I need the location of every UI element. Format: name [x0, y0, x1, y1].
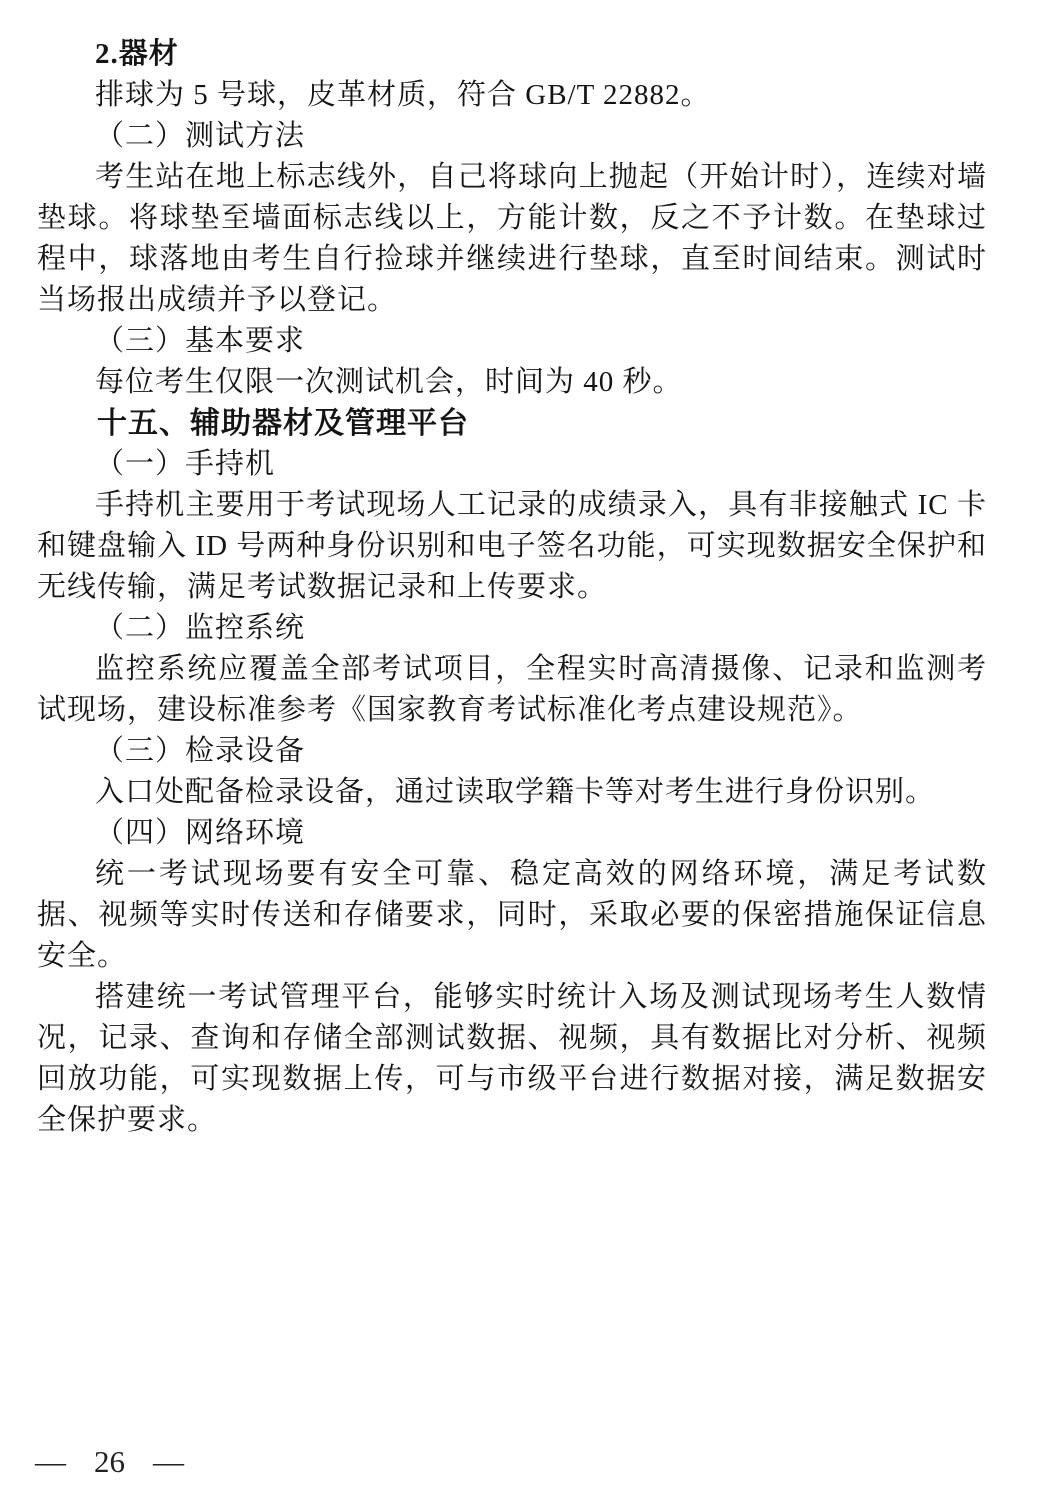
paragraph: 考生站在地上标志线外，自己将球向上抛起（开始计时），连续对墙垫球。将球垫至墙面标志线以上，方能计数，反之不予计数。在垫球过程中，球落地由考生自行捡球并继续进行垫球，直至时间结束。测试时当场报出成绩并予以登记。 — [37, 161, 987, 316]
paragraph: 统一考试现场要有安全可靠、稳定高效的网络环境，满足考试数据、视频等实时传送和存储要求，同时，采取必要的保密措施保证信息安全。 — [37, 858, 987, 972]
paragraph: 手持机主要用于考试现场人工记录的成绩录入，具有非接触式 IC 卡和键盘输入 ID 号两种身份识别和电子签名功能，可实现数据安全保护和无线传输，满足考试数据记录和上传要求。 — [37, 489, 987, 603]
footer-dash-left: — — [35, 1444, 66, 1479]
heading: （二）测试方法 — [95, 120, 306, 152]
page-footer — [35, 1441, 184, 1482]
paragraph: 每位考生仅限一次测试机会，时间为 40 秒。 — [95, 366, 683, 398]
page-number: 26 — [94, 1444, 125, 1479]
paragraph: 入口处配备检录设备，通过读取学籍卡等对考生进行身份识别。 — [95, 776, 936, 808]
footer-dash-right: — — [153, 1444, 184, 1479]
heading: （四）网络环境 — [95, 817, 306, 849]
heading: （三）检录设备 — [95, 735, 306, 767]
heading: （一）手持机 — [95, 448, 276, 480]
paragraph: 监控系统应覆盖全部考试项目，全程实时高清摄像、记录和监测考试现场，建设标准参考《国家教育考试标准化考点建设规范》。 — [37, 653, 987, 726]
heading: （三）基本要求 — [95, 325, 306, 357]
document-content — [37, 34, 987, 1141]
heading: 2.器材 — [95, 38, 179, 70]
heading: 十五、辅助器材及管理平台 — [97, 407, 469, 440]
heading: （二）监控系统 — [95, 612, 306, 644]
paragraph: 搭建统一考试管理平台，能够实时统计入场及测试现场考生人数情况，记录、查询和存储全部测试数据、视频，具有数据比对分析、视频回放功能，可实现数据上传，可与市级平台进行数据对接，满足数据安全保护要求。 — [37, 981, 987, 1136]
paragraph: 排球为 5 号球，皮革材质，符合 GB/T 22882。 — [95, 79, 711, 111]
